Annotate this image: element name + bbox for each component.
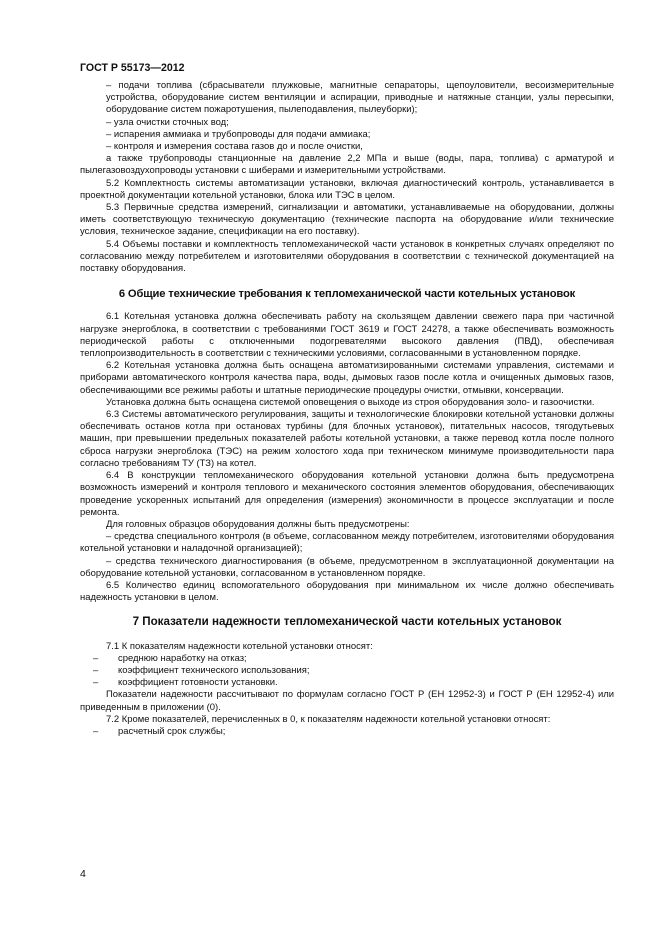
paragraph: 6.2 Котельная установка должна быть оснащена автоматизированными системами управления, системами и приборами автоматического контроля качества пара, воды, дымовых газов после котла и очищенных дымовых газов, обеспечивающими все режимы работы и штатные периодические процедуры очистки, отмывки, консервации. <box>80 360 614 396</box>
document-header: ГОСТ Р 55173—2012 <box>80 62 185 74</box>
list-dash: – <box>93 725 99 737</box>
paragraph: 7.1 К показателям надежности котельной установки относят: <box>106 640 373 652</box>
paragraph: 6.3 Системы автоматического регулирования, защиты и технологические блокировки котельной установки должны обеспечивать останов котла при остановах турбины (для блочных установок), питательных насосов, тягодутьевых машин, при превышении предельных показателей работы котельной установки, а также перевод котла после полного сброса нагрузки энергоблока (ТЭС) на режим холостого хода при техническом минимуме производительности пара согласно требованиям ТУ (ТЗ) на котел. <box>80 409 614 469</box>
list-item-text: коэффициент технического использования; <box>118 664 310 676</box>
document-body <box>80 80 614 738</box>
paragraph: 6.5 Количество единиц вспомогательного оборудования при минимальном их числе должно обеспечивать надежность установки в целом. <box>80 579 614 604</box>
paragraph: Для головных образцов оборудования должны быть предусмотрены: <box>106 518 410 530</box>
list-dash: – <box>93 664 99 676</box>
section-7-heading: 7 Показатели надежности тепломеханической части котельных установок <box>132 615 562 629</box>
paragraph: Установка должна быть оснащена системой оповещения о выходе из строя оборудования золо- и газоочистки. <box>106 396 595 408</box>
list-item <box>80 726 614 738</box>
list-item: – контроля и измерения состава газов до и после очистки, <box>106 141 363 153</box>
paragraph: Показатели надежности рассчитывают по формулам согласно ГОСТ Р (ЕН 12952-3) и ГОСТ Р (ЕН 12952-4) или приведенным в приложении (0). <box>80 689 614 713</box>
paragraph: а также трубопроводы станционные на давление 2,2 МПа и выше (воды, пара, топлива) с арматурой и пылегазовоздухопроводы установки с шиберами и измерительными устройствами. <box>80 153 614 177</box>
list-item-text: коэффициент готовности установки. <box>118 677 278 689</box>
list-item: – средства специального контроля (в объеме, согласованном между потребителем, изготовителями оборудования котельной установки и наладочной организацией); <box>80 531 614 555</box>
list-item: – испарения аммиака и трубопроводы для подачи аммиака; <box>106 128 371 140</box>
paragraph: 5.4 Объемы поставки и комплектность тепломеханической части установок в конкретных случаях определяют по согласованию между потребителем и изготовителями оборудования в соответствии с технической документацией на поставку оборудования. <box>80 238 614 275</box>
list-dash: – <box>93 652 99 664</box>
list-item <box>80 677 614 689</box>
section-6-heading: 6 Общие технические требования к тепломеханической части котельных установок <box>118 288 576 301</box>
list-item: – средства технического диагностирования (в объеме, предусмотренном в эксплуатационной документации на оборудование котельной установки, согласованном в установленном порядке. <box>80 555 614 579</box>
list-item: – подачи топлива (сбрасыватели плужковые, магнитные сепараторы, щепоуловители, весоизмерительные устройства, оборудование систем вентиляции и аспирации, приводные и натяжные станции, узлы пересыпки, оборудование систем пожаротушения, пылеподавления, пылеуборки); <box>106 80 614 116</box>
paragraph: 5.3 Первичные средства измерений, сигнализации и автоматики, устанавливаемые на оборудовании, должны иметь соответствующую техническую документацию (технические паспорта на оборудование и/или технические условия, техническое задание, спецификации на его поставку). <box>80 202 614 238</box>
list-item-text: среднюю наработку на отказ; <box>118 652 247 664</box>
list-item: – узла очистки сточных вод; <box>106 116 229 128</box>
list-item <box>80 665 614 677</box>
list-dash: – <box>93 677 99 689</box>
list-item <box>80 653 614 665</box>
page-number: 4 <box>80 868 86 880</box>
list-item-text: расчетный срок службы; <box>118 725 226 737</box>
paragraph: 6.1 Котельная установка должна обеспечивать работу на скользящем давлении свежего пара при частичной нагрузке энергоблока, в соответствии с требованиями ГОСТ 3619 и ГОСТ 24278, а также обеспечивать возможность периодической работы с отключенными подогревателями высокого давления (ПВД), обеспечивая теплопроизводительность в соответствии с техническими условиями, согласованными в установленном порядке. <box>80 311 614 360</box>
paragraph: 7.2 Кроме показателей, перечисленных в 0, к показателям надежности котельной установки относят: <box>106 713 551 725</box>
paragraph: 6.4 В конструкции тепломеханического оборудования котельной установки должна быть предусмотрена возможность измерений и контроля теплового и механического состояния элементов оборудования, обеспечивающих проведение ускоренных испытаний для определения (измерения) экономичности в процессе эксплуатации и после ремонта. <box>80 470 614 518</box>
paragraph: 5.2 Комплектность системы автоматизации установки, включая диагностический контроль, устанавливается в проектной документации котельной установки, блока или ТЭС в целом. <box>80 177 614 201</box>
